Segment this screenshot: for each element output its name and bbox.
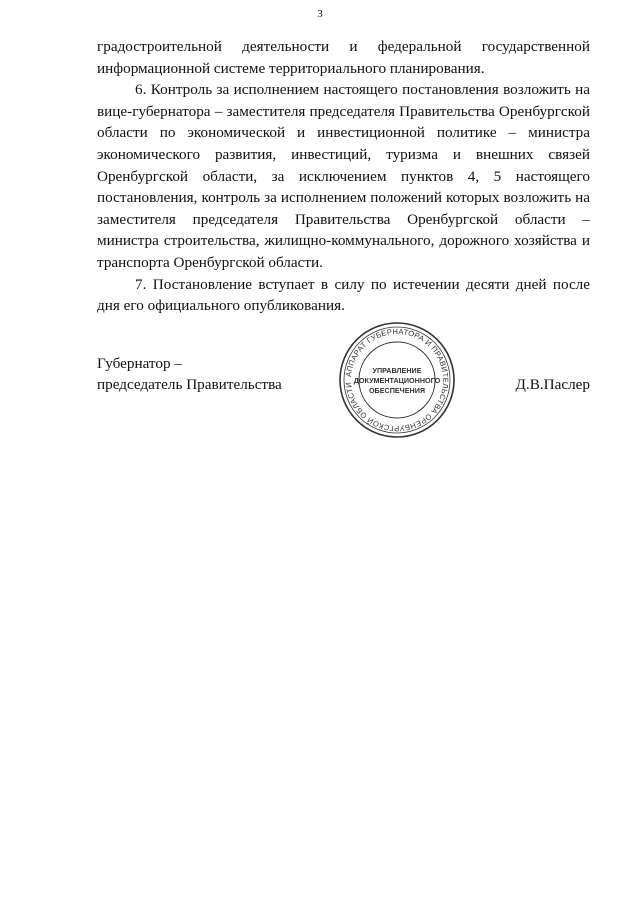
page-number: 3: [317, 8, 323, 20]
stamp-center-line-3: ОБЕСПЕЧЕНИЯ: [368, 386, 426, 395]
paragraph-continuation: градостроительной деятельности и федеральной государственной информационной системе территориального планирования.: [97, 38, 590, 77]
signatory-position: [97, 353, 282, 395]
stamp-graphic: [337, 320, 457, 440]
stamp-ring-text: АППАРАТ ГУБЕРНАТОРА И ПРАВИТЕЛЬСТВА ОРЕНБУРГСКОЙ ОБЛАСТИ: [343, 326, 451, 434]
paragraph-item-7: 7. Постановление вступает в силу по истечении десяти дней после дня его официального опубликования.: [97, 275, 590, 315]
official-stamp: [337, 320, 457, 440]
signatory-position-line-2: председатель Правительства: [97, 376, 282, 393]
stamp-center-line-2: ДОКУМЕНТАЦИОННОГО: [353, 376, 441, 385]
stamp-center-line-1: УПРАВЛЕНИЕ: [372, 366, 422, 375]
paragraph-item-6: 6. Контроль за исполнением настоящего постановления возложить на вице-губернатора – заместителя председателя Правительства Оренбургской области по экономической и инвестиционной политике – министра экономического развития, инвестиций, туризма и внешних связей Оренбургской области, за исключением пунктов 4, 5 настоящего постановления, контроль за исполнением положений которых возложить на заместителя председателя Правительства Оренбургской области – министра строительства, жилищно-коммунального, дорожного хозяйства и транспорта Оренбургской области.: [97, 81, 590, 271]
signatory-position-line-1: Губернатор –: [97, 355, 182, 372]
signatory-name: Д.В.Паслер: [515, 376, 590, 393]
document-body: [97, 36, 590, 317]
